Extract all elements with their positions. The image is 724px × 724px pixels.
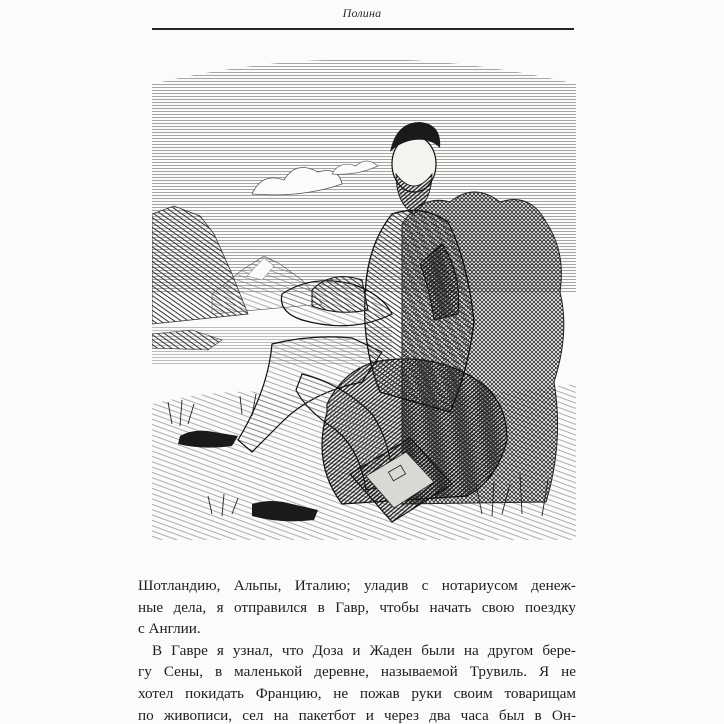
illustration-scene <box>152 44 576 540</box>
text-line: ные дела, я отправился в Гавр, чтобы начать свою поездку <box>138 598 576 616</box>
text-line: гу Сены, в маленькой деревне, называемой Трувиль. Я не <box>138 663 576 681</box>
paragraph-2 <box>138 640 576 724</box>
body-text <box>138 575 576 724</box>
text-line: Шотландию, Альпы, Италию; уладив с нотариусом денеж- <box>138 577 576 594</box>
text-line: хотел покидать Францию, не пожав руки своим товарищам <box>138 684 576 702</box>
header-rule <box>152 28 574 30</box>
text-line: с Англии. <box>138 620 201 638</box>
engraving-seated-gentleman-illustration <box>152 44 576 540</box>
text-line: В Гавре я узнал, что Доза и Жаден были на другом бере- <box>152 641 576 659</box>
running-head-title: Полина <box>342 6 382 20</box>
text-line: по живописи, сел на пакетбот и через два часа был в Он- <box>138 706 576 724</box>
paragraph-1 <box>138 575 576 640</box>
